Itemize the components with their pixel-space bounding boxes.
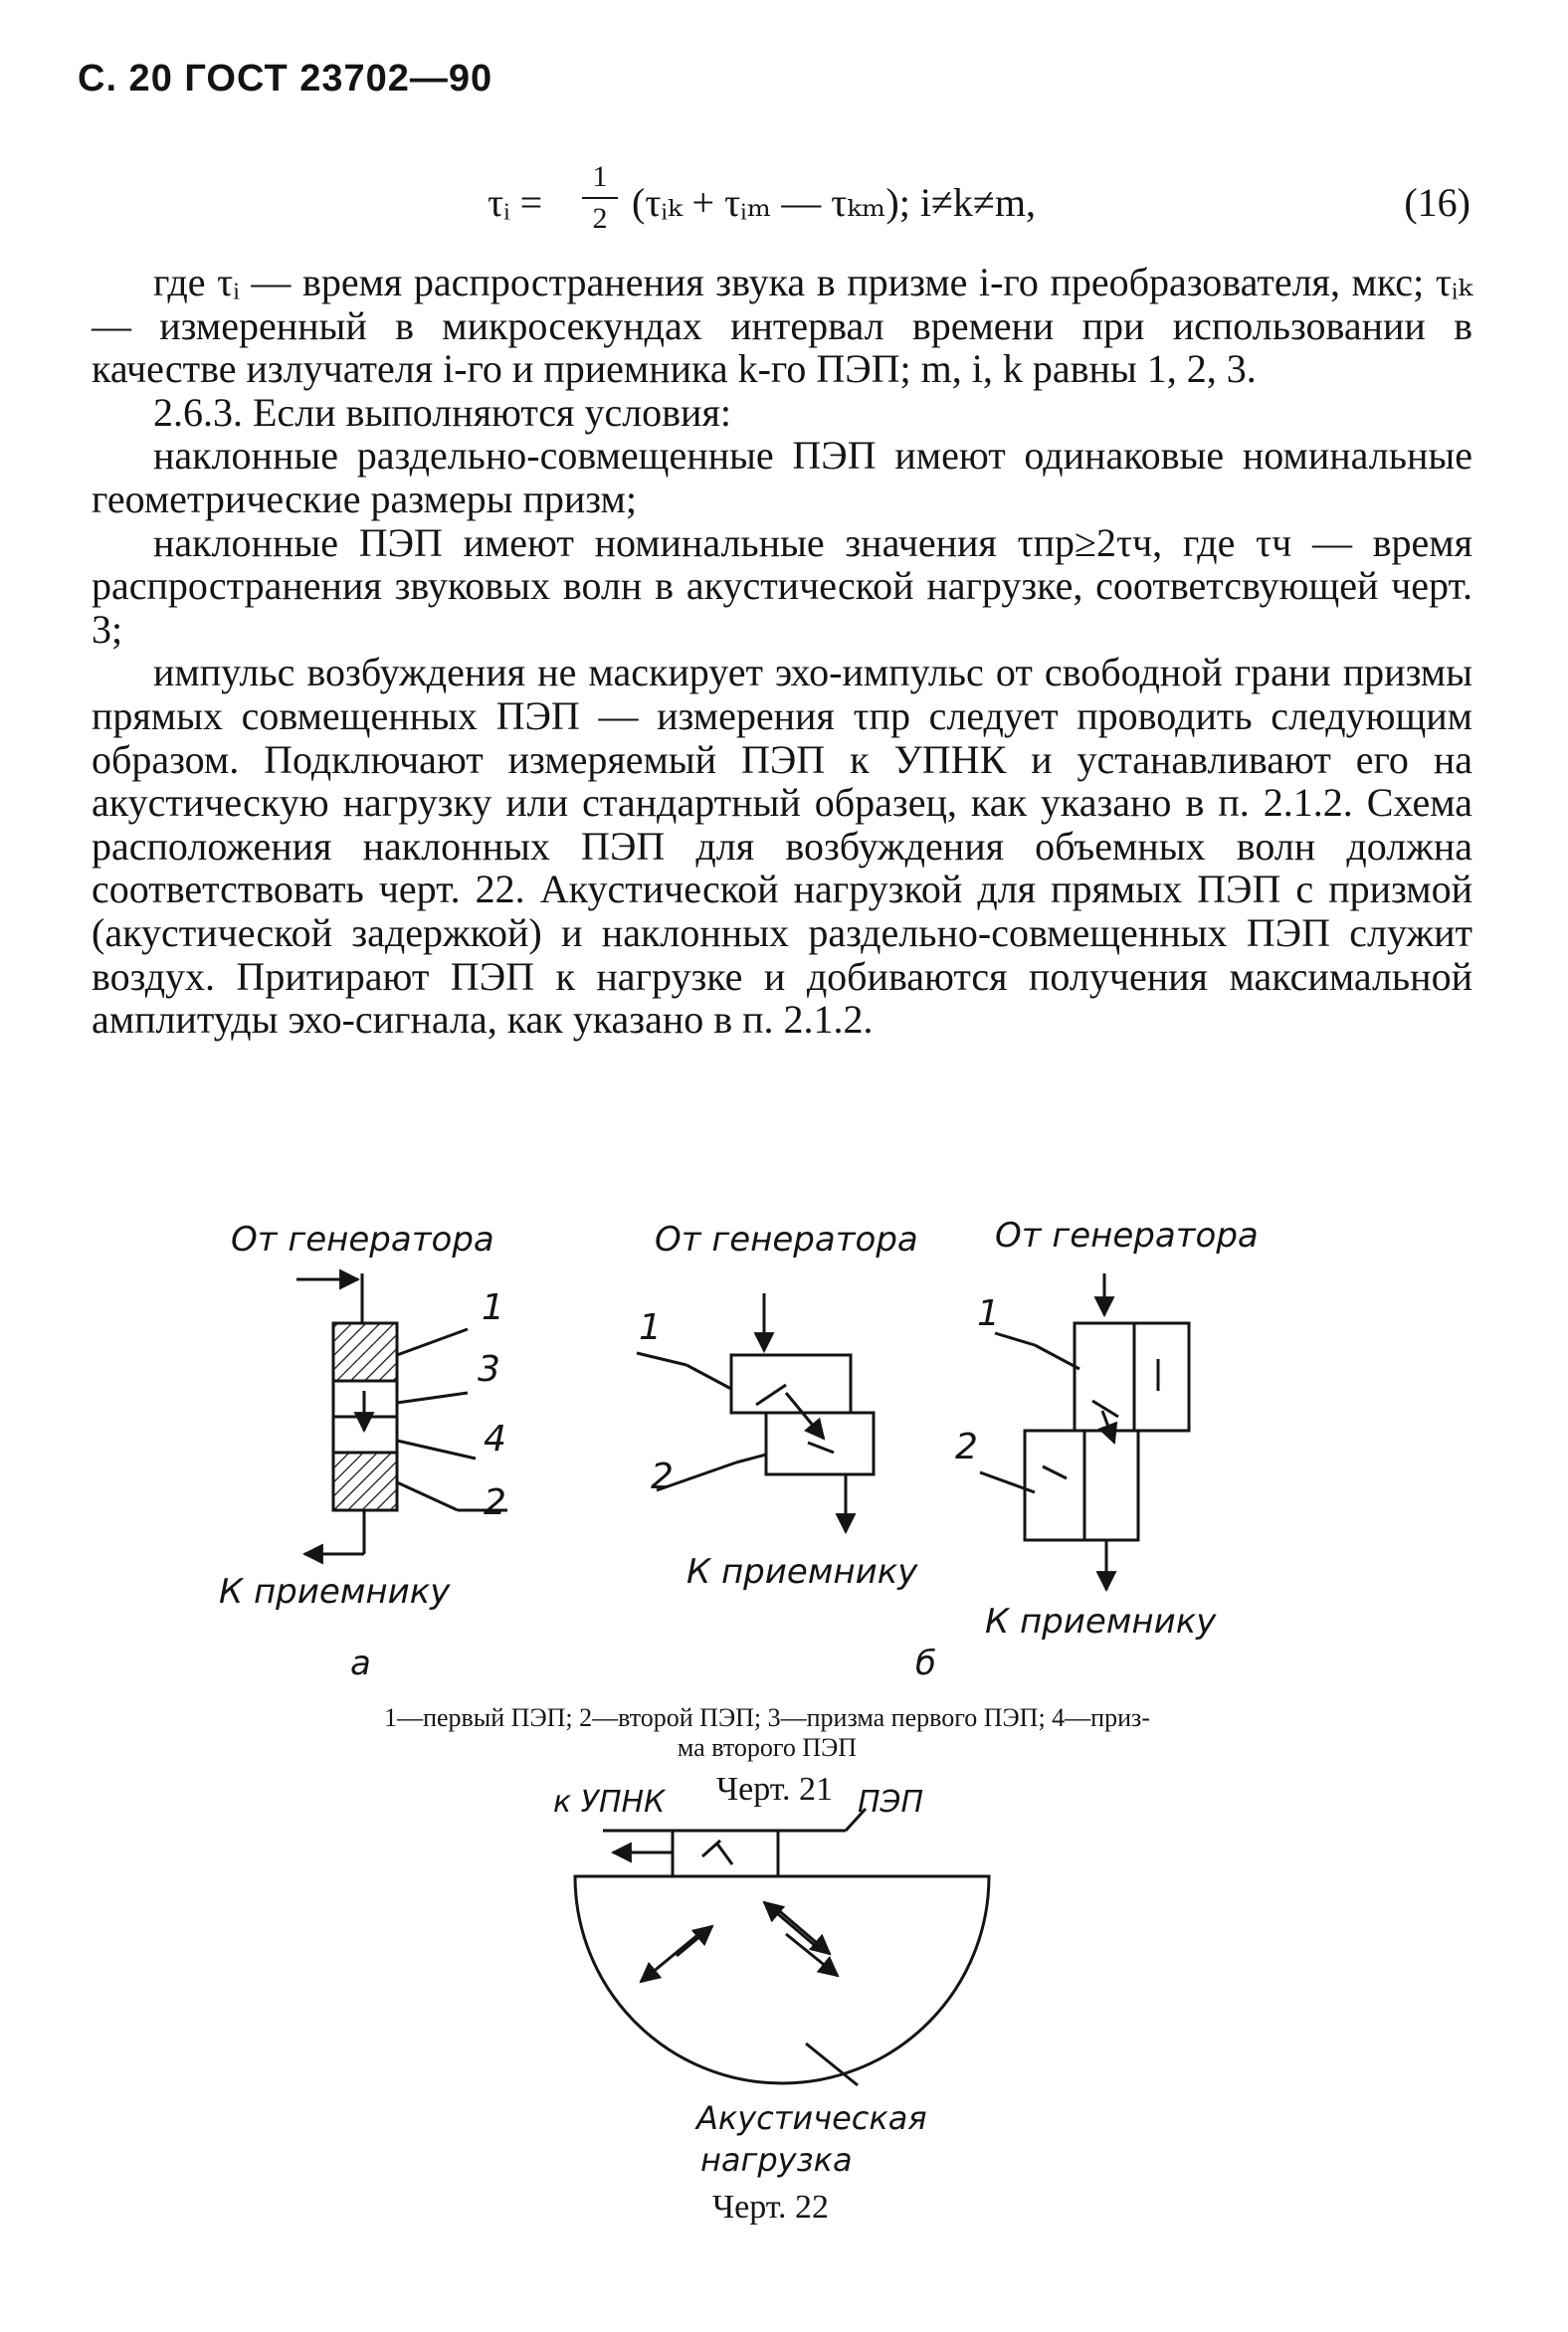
paragraph-condition-1: наклонные раздельно-совмещенные ПЭП имеют одинаковые номинальные геометрические размеры призм; [92, 433, 1472, 521]
formula-rhs: (τᵢₖ + τᵢₘ — τₖₘ); i≠k≠m, [632, 180, 1036, 225]
fig21b1-from-generator-label: От генератора [655, 1220, 918, 1260]
fig21a-label-2: 2 [484, 1482, 506, 1523]
fraction-numerator: 1 [592, 160, 608, 193]
fraction-denominator: 2 [592, 202, 608, 235]
fig21-caption-line1: 1—первый ПЭП; 2—второй ПЭП; 3—призма первого ПЭП; 4—приз- [384, 1703, 1150, 1732]
fig22-title: Черт. 22 [712, 2189, 830, 2226]
fig21a-to-receiver-label: К приемнику [219, 1572, 451, 1612]
fig21-caption-line2: ма второго ПЭП [677, 1733, 858, 1762]
fig21b1-label-2: 2 [651, 1457, 674, 1497]
paragraph-where: где τᵢ — время распространения звука в призме i-го преобразователя, мкс; τᵢₖ — измеренный в микросекундах интервал времени при использовании в качестве излучателя i-го и приемника k-го ПЭП; m, i, k равны 1, 2, 3. [92, 260, 1472, 392]
fig21-sublabel-a: а [350, 1644, 371, 1683]
fig22-load-label-line2: нагрузка [700, 2141, 853, 2179]
fig22-drawing [575, 1809, 989, 2085]
page-header: С. 20 ГОСТ 23702—90 [78, 58, 493, 99]
fig21a-from-generator-label: От генератора [231, 1220, 494, 1260]
formula-number: (16) [1404, 180, 1470, 225]
fig21b2-label-1: 1 [977, 1293, 1000, 1334]
fig21a-label-4: 4 [484, 1419, 506, 1459]
formula-lhs: τᵢ = [488, 180, 543, 225]
fig22-pep-label: ПЭП [858, 1785, 924, 1820]
fig22-load-label-line1: Акустическая [696, 2099, 927, 2137]
fig21b2-label-2: 2 [955, 1427, 978, 1467]
fig21b1-label-1: 1 [639, 1307, 662, 1348]
paragraph-condition-2: наклонные ПЭП имеют номинальные значения τпр≥2τч, где τч — время распространения звуковых волн в акустической нагрузке, соответсвующей черт. 3; [92, 519, 1472, 652]
fig21b2-from-generator-label: От генератора [995, 1216, 1259, 1256]
fig21a-label-3: 3 [478, 1349, 500, 1390]
fig22-upnk-label: к УПНК [553, 1785, 666, 1820]
fig21b1-to-receiver-label: К приемнику [686, 1552, 918, 1592]
fig21a-label-1: 1 [482, 1287, 504, 1328]
paragraph-condition-3: импульс возбуждения не маскирует эхо-импульс от свободной грани призмы прямых совмещенных ПЭП — измерения τпр следует проводить следующим образом. Подключают измеряемый ПЭП к УПНК и устанавливают его на акустическую нагрузку или стандартный образец, как указано в п. 2.1.2. Схема расположения наклонных ПЭП для возбуждения объемных волн должна соответствовать черт. 22. Акустической нагрузкой для прямых ПЭП с призмой (акустической задержкой) и наклонных раздельно-совмещенных ПЭП служит воздух. Притирают ПЭП к нагрузке и добиваются получения максимальной амплитуды эхо-сигнала, как указано в п. 2.1.2. [92, 650, 1472, 1043]
fig21b2-to-receiver-label: К приемнику [985, 1602, 1217, 1642]
fig21b2-drawing [980, 1273, 1189, 1590]
fig21-title: Черт. 21 [716, 1771, 834, 1808]
fig21-sublabel-b: б [915, 1644, 936, 1683]
fig21a-drawing [296, 1273, 507, 1554]
paragraph-2-6-3: 2.6.3. Если выполняются условия: [153, 389, 731, 435]
